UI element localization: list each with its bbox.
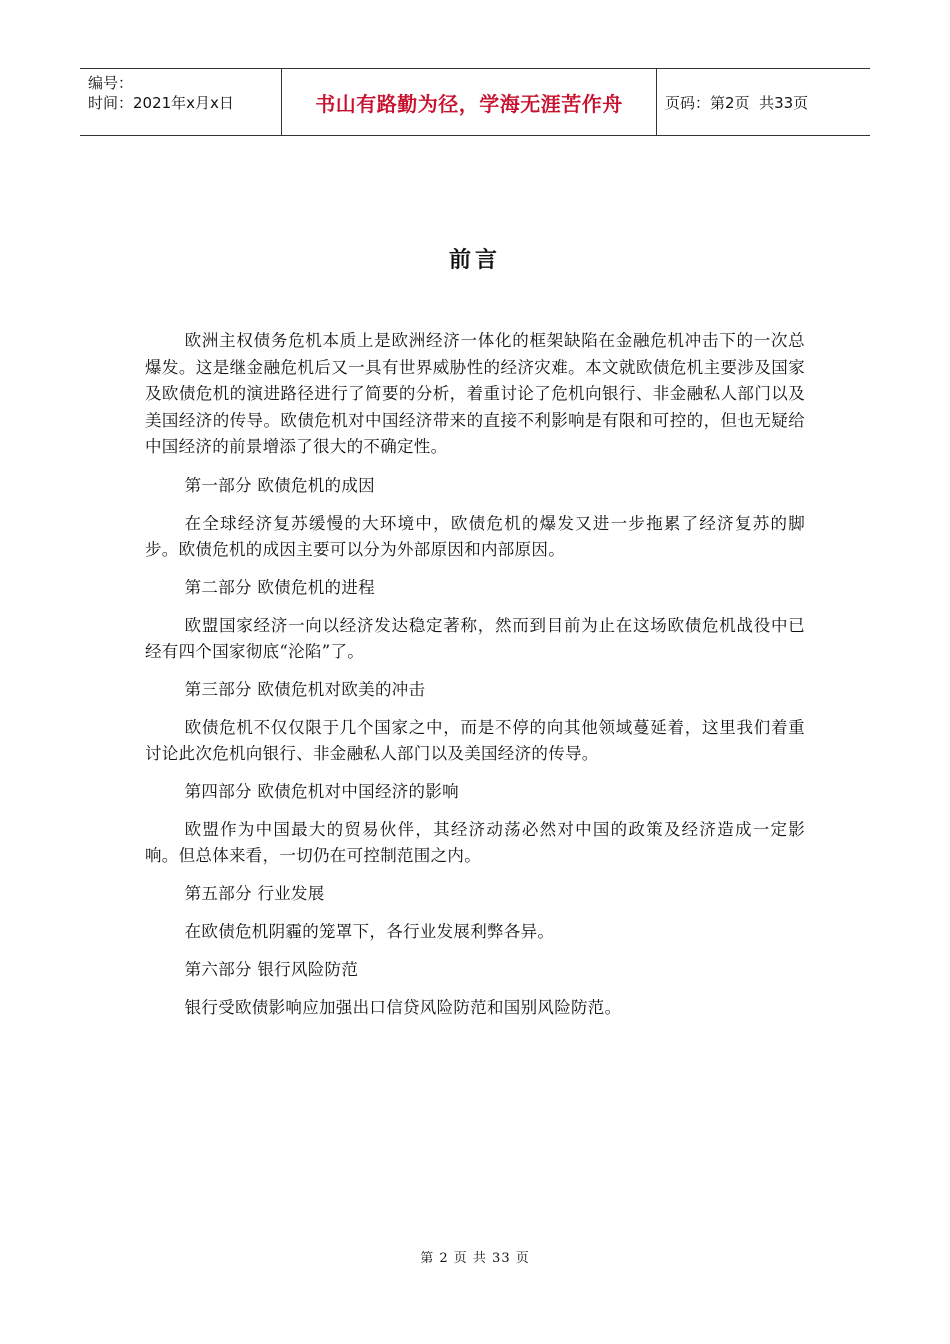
section-heading: [145, 957, 805, 983]
header-motto: 书山有路勤为径，学海无涯苦作舟: [282, 69, 657, 135]
section-summary: 欧债危机不仅仅限于几个国家之中，而是不停的向其他领域蔓延着，这里我们着重讨论此次危机向银行、非金融私人部门以及美国经济的传导。: [145, 717, 805, 763]
section-part: 第四部分: [184, 781, 252, 801]
section-heading: [145, 575, 805, 601]
document-body: [145, 328, 805, 1033]
section-heading: [145, 677, 805, 703]
intro-paragraph: 欧洲主权债务危机本质上是欧洲经济一体化的框架缺陷在金融危机冲击下的一次总爆发。这是继金融危机后又一具有世界威胁性的经济灾难。本文就欧债危机主要涉及国家及欧债危机的演进路径进行了简要的分析，着重讨论了危机向银行、非金融私人部门以及美国经济的传导。欧债危机对中国经济带来的直接不利影响是有限和可控的，但也无疑给中国经济的前景增添了很大的不确定性。: [145, 331, 805, 456]
header-meta: [80, 69, 282, 135]
section-summary: 欧盟国家经济一向以经济发达稳定著称，然而到目前为止在这场欧债危机战役中已经有四个国家彻底“沦陷”了。: [145, 615, 805, 661]
section-part: 第六部分: [184, 959, 252, 979]
section-summary: 在欧债危机阴霾的笼罩下，各行业发展利弊各异。: [184, 921, 555, 941]
document-number-label: 编号：: [88, 74, 134, 92]
section-heading: [145, 473, 805, 499]
header-page-info: [657, 69, 870, 135]
section-heading: [145, 881, 805, 907]
section-name: 欧债危机的进程: [257, 577, 375, 597]
section-name: 欧债危机对中国经济的影响: [257, 781, 459, 801]
section-part: 第二部分: [184, 577, 252, 597]
section-heading: [145, 779, 805, 805]
section-name: 银行风险防范: [257, 959, 359, 979]
page-footer: 第 2 页 共 33 页: [420, 1251, 530, 1266]
section-name: 行业发展: [257, 883, 325, 903]
section-part: 第一部分: [184, 475, 252, 495]
section-name: 欧债危机的成因: [257, 475, 375, 495]
page-title: 前言: [448, 248, 501, 273]
section-part: 第三部分: [184, 679, 252, 699]
section-summary: 银行受欧债影响应加强出口信贷风险防范和国别风险防范。: [184, 997, 622, 1017]
section-summary: 在全球经济复苏缓慢的大环境中，欧债危机的爆发又进一步拖累了经济复苏的脚步。欧债危机的成因主要可以分为外部原因和内部原因。: [145, 513, 805, 559]
document-date-label: 时间：2021年x月x日: [88, 94, 234, 112]
page-header: [80, 68, 870, 136]
header-page-info-text: 页码：第2页 共33页: [665, 93, 809, 112]
section-part: 第五部分: [184, 883, 252, 903]
section-name: 欧债危机对欧美的冲击: [257, 679, 426, 699]
section-summary: 欧盟作为中国最大的贸易伙伴，其经济动荡必然对中国的政策及经济造成一定影响。但总体来看，一切仍在可控制范围之内。: [145, 819, 805, 865]
